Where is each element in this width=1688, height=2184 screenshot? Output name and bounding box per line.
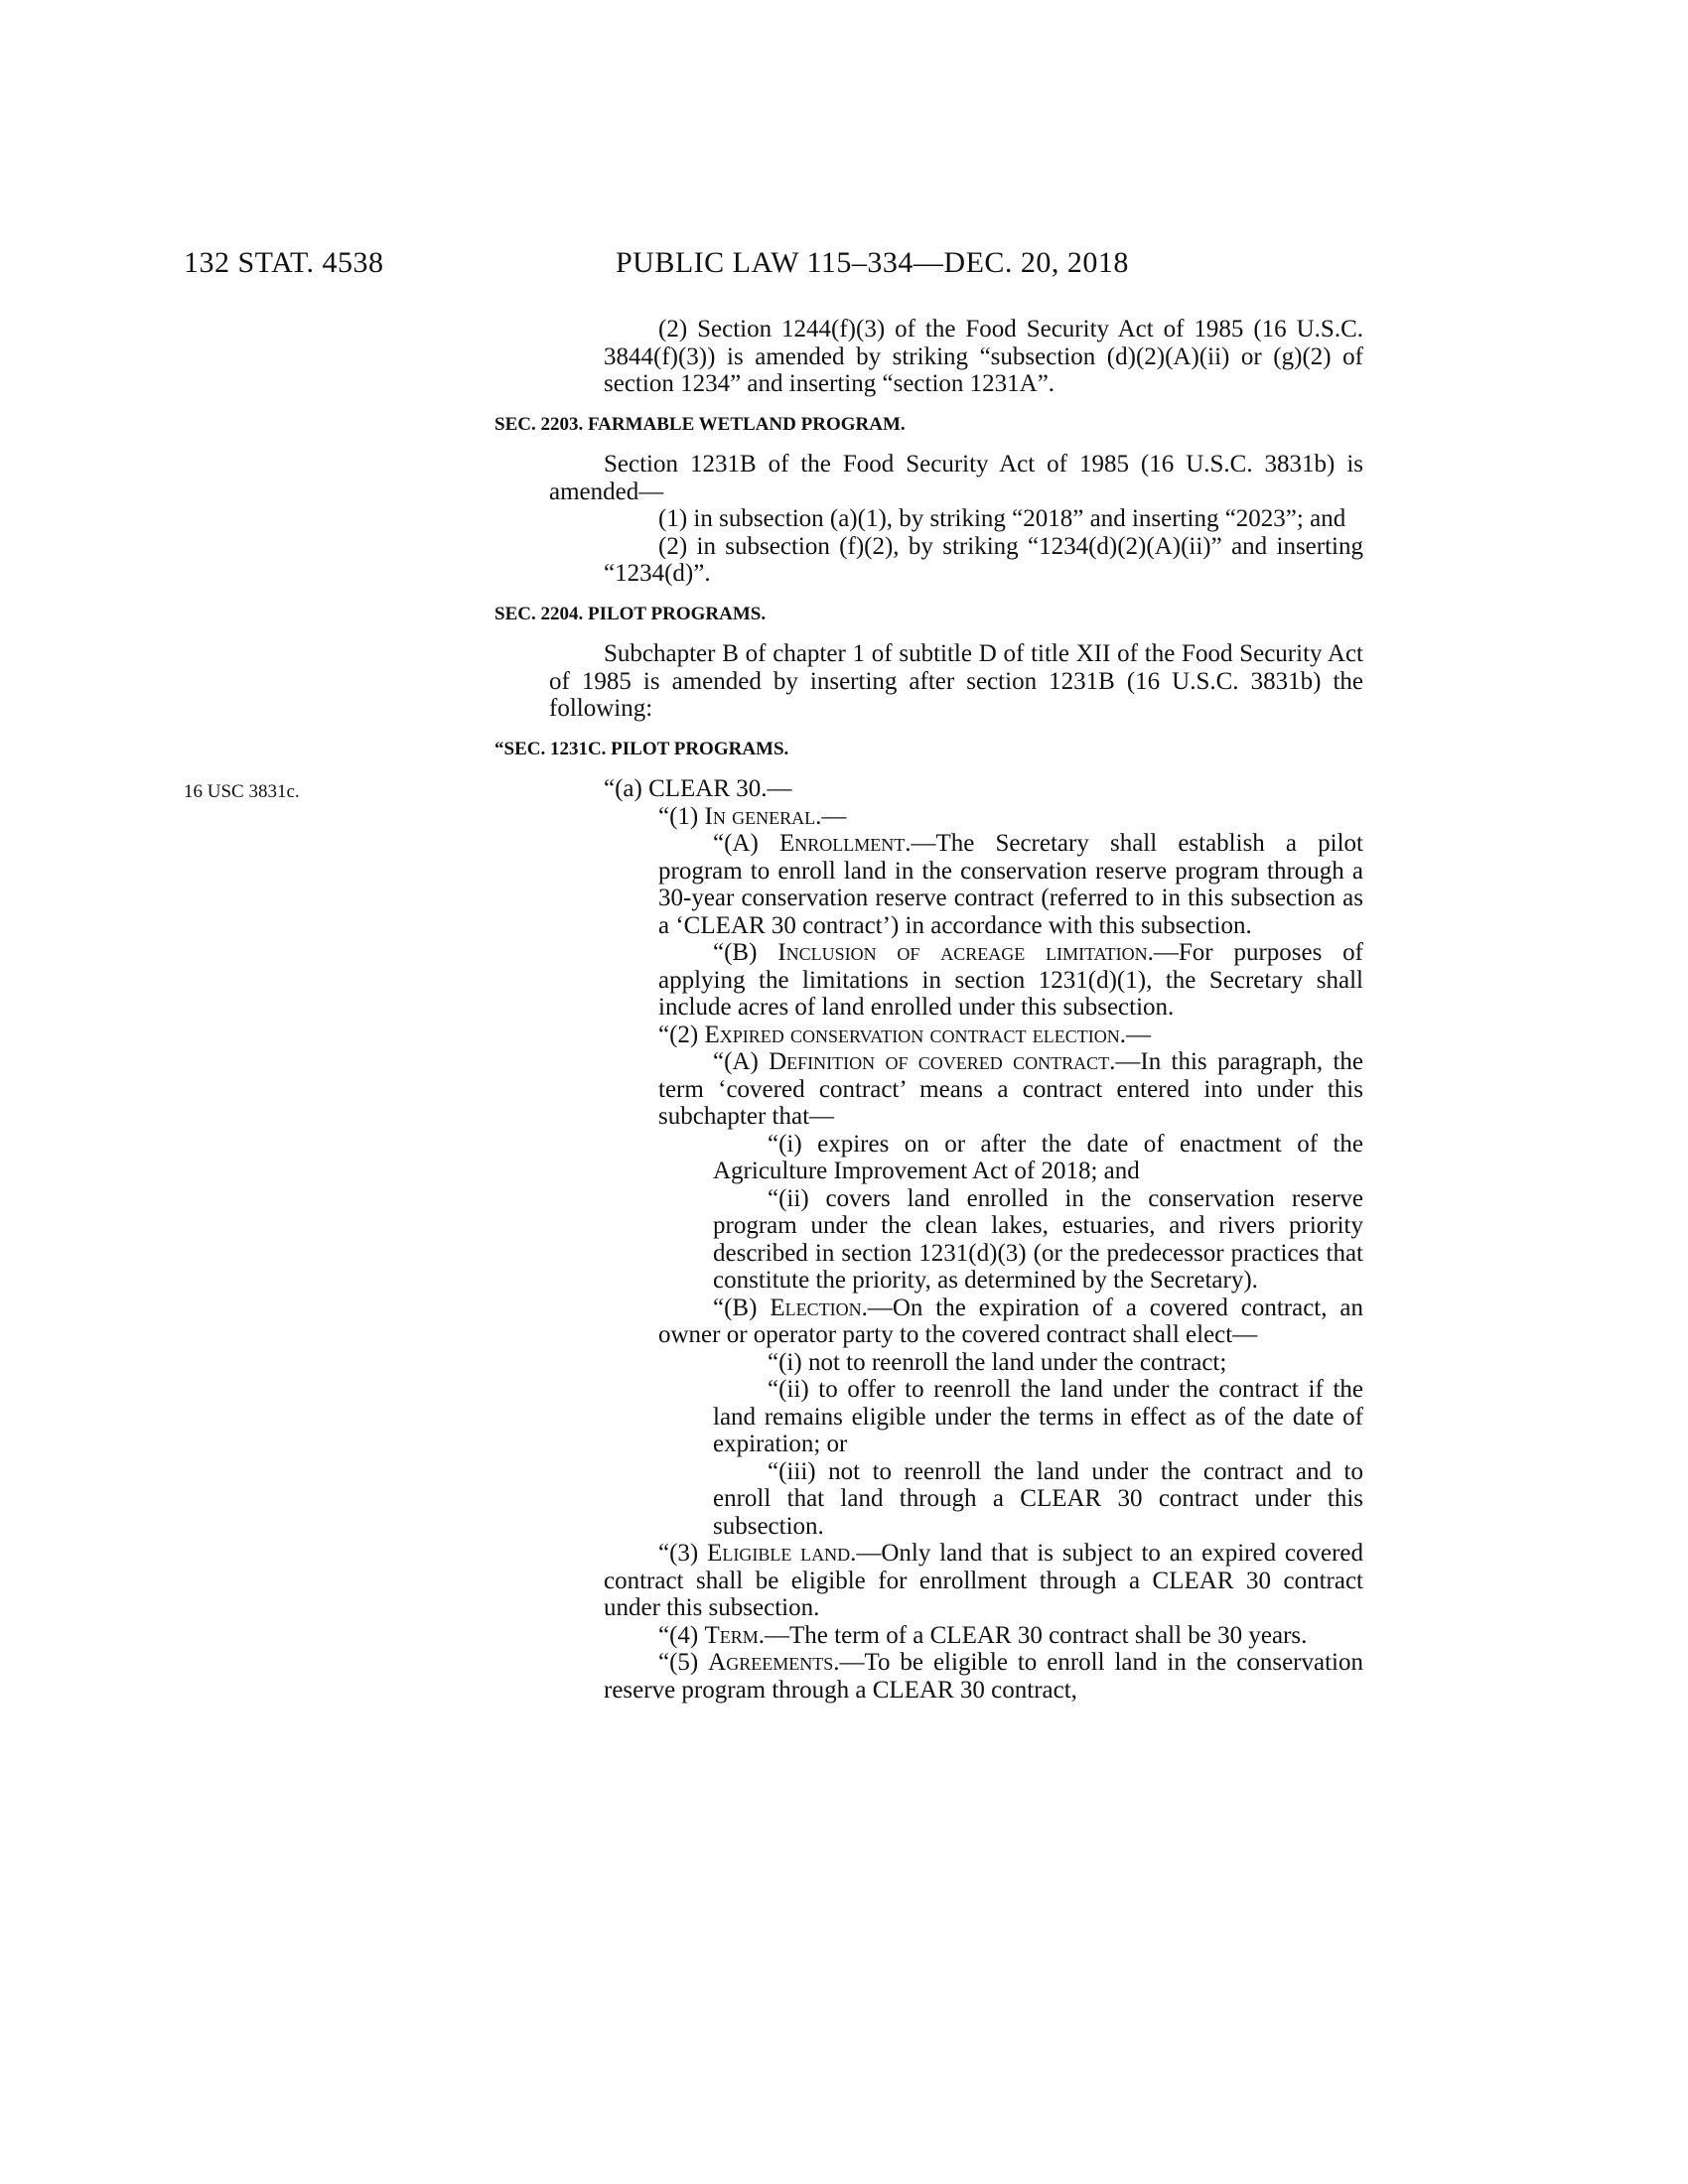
paragraph-a5: “(5) Agreements.—To be eligible to enroll land in the conservation reserve program through a CLEAR 30 contract, [604, 1649, 1363, 1704]
clause-a2Bii: “(ii) to offer to reenroll the land under the contract if the land remains eligible under the terms in effect as of the date of expiration; or [713, 1376, 1363, 1457]
paragraph-a1B: “(B) Inclusion of acreage limitation.—For purposes of applying the limitations in section 1231(d)(1), the Secretary shall include acres of land enrolled under this subsection. [658, 939, 1364, 1021]
section-2203-p2: (2) in subsection (f)(2), by striking “1234(d)(2)(A)(ii)” and inserting “1234(d)”. [604, 532, 1363, 587]
margin-citation: 16 USC 3831c. [184, 781, 300, 802]
paragraph-2: (2) Section 1244(f)(3) of the Food Security Act of 1985 (16 U.S.C. 3844(f)(3)) is amended by striking “subsection (d)(2)(A)(ii) or (g)(2) of section 1234” and inserting “section 1231A”. [604, 316, 1363, 397]
clause-a2Ai: “(i) expires on or after the date of enactment of the Agriculture Improvement Act of 2018; and [713, 1130, 1363, 1184]
paragraph-a2B: “(B) Election.—On the expiration of a covered contract, an owner or operator party to the covered contract shall elect— [658, 1294, 1363, 1348]
clause-a2Biii: “(iii) not to reenroll the land under the contract and to enroll that land through a CLEAR 30 contract under this subsection. [713, 1457, 1363, 1540]
paragraph-a2: “(2) Expired conservation contract election.— [658, 1021, 1152, 1048]
paragraph-a1A: “(A) Enrollment.—The Secretary shall establish a pilot program to enroll land in the conservation reserve program through a 30-year conservation reserve contract (referred to in this subsection as a ‘CLEAR 30 contract’) in accordance with this subsection. [658, 830, 1363, 939]
document-body [494, 316, 1364, 1704]
paragraph-a1: “(1) In general.— [658, 802, 847, 830]
stat-page-number: 132 STAT. 4538 [184, 246, 384, 279]
inner-section-heading-1231c: “SEC. 1231C. PILOT PROGRAMS. [494, 738, 789, 759]
clause-a2Aii: “(ii) covers land enrolled in the conservation reserve program under the clean lakes, estuaries, and rivers priority described in section 1231(d)(3) (or the predecessor practices that constitute the priority, as determined by the Secretary). [713, 1184, 1363, 1294]
clause-a2Bi: “(i) not to reenroll the land under the contract; [768, 1348, 1227, 1376]
running-header: PUBLIC LAW 115–334—DEC. 20, 2018 [616, 246, 1129, 279]
section-heading-2204: SEC. 2204. PILOT PROGRAMS. [494, 603, 767, 624]
section-heading-2203: SEC. 2203. FARMABLE WETLAND PROGRAM. [494, 413, 906, 435]
paragraph-a3: “(3) Eligible land.—Only land that is subject to an expired covered contract shall be eligible for enrollment through a CLEAR 30 contract under this subsection. [604, 1540, 1363, 1621]
section-2203-intro: Section 1231B of the Food Security Act of 1985 (16 U.S.C. 3831b) is amended— [549, 451, 1363, 505]
paragraph-a4: “(4) Term.—The term of a CLEAR 30 contract shall be 30 years. [658, 1621, 1308, 1649]
subsection-a: “(a) CLEAR 30.— [604, 775, 792, 802]
section-2204-intro: Subchapter B of chapter 1 of subtitle D of title XII of the Food Security Act of 1985 is amended by inserting after section 1231B (16 U.S.C. 3831b) the following: [549, 640, 1363, 722]
paragraph-a2A: “(A) Definition of covered contract.—In this paragraph, the term ‘covered contract’ means a contract entered into under this subchapter that— [658, 1048, 1363, 1130]
section-2203-p1: (1) in subsection (a)(1), by striking “2018” and inserting “2023”; and [658, 505, 1346, 532]
